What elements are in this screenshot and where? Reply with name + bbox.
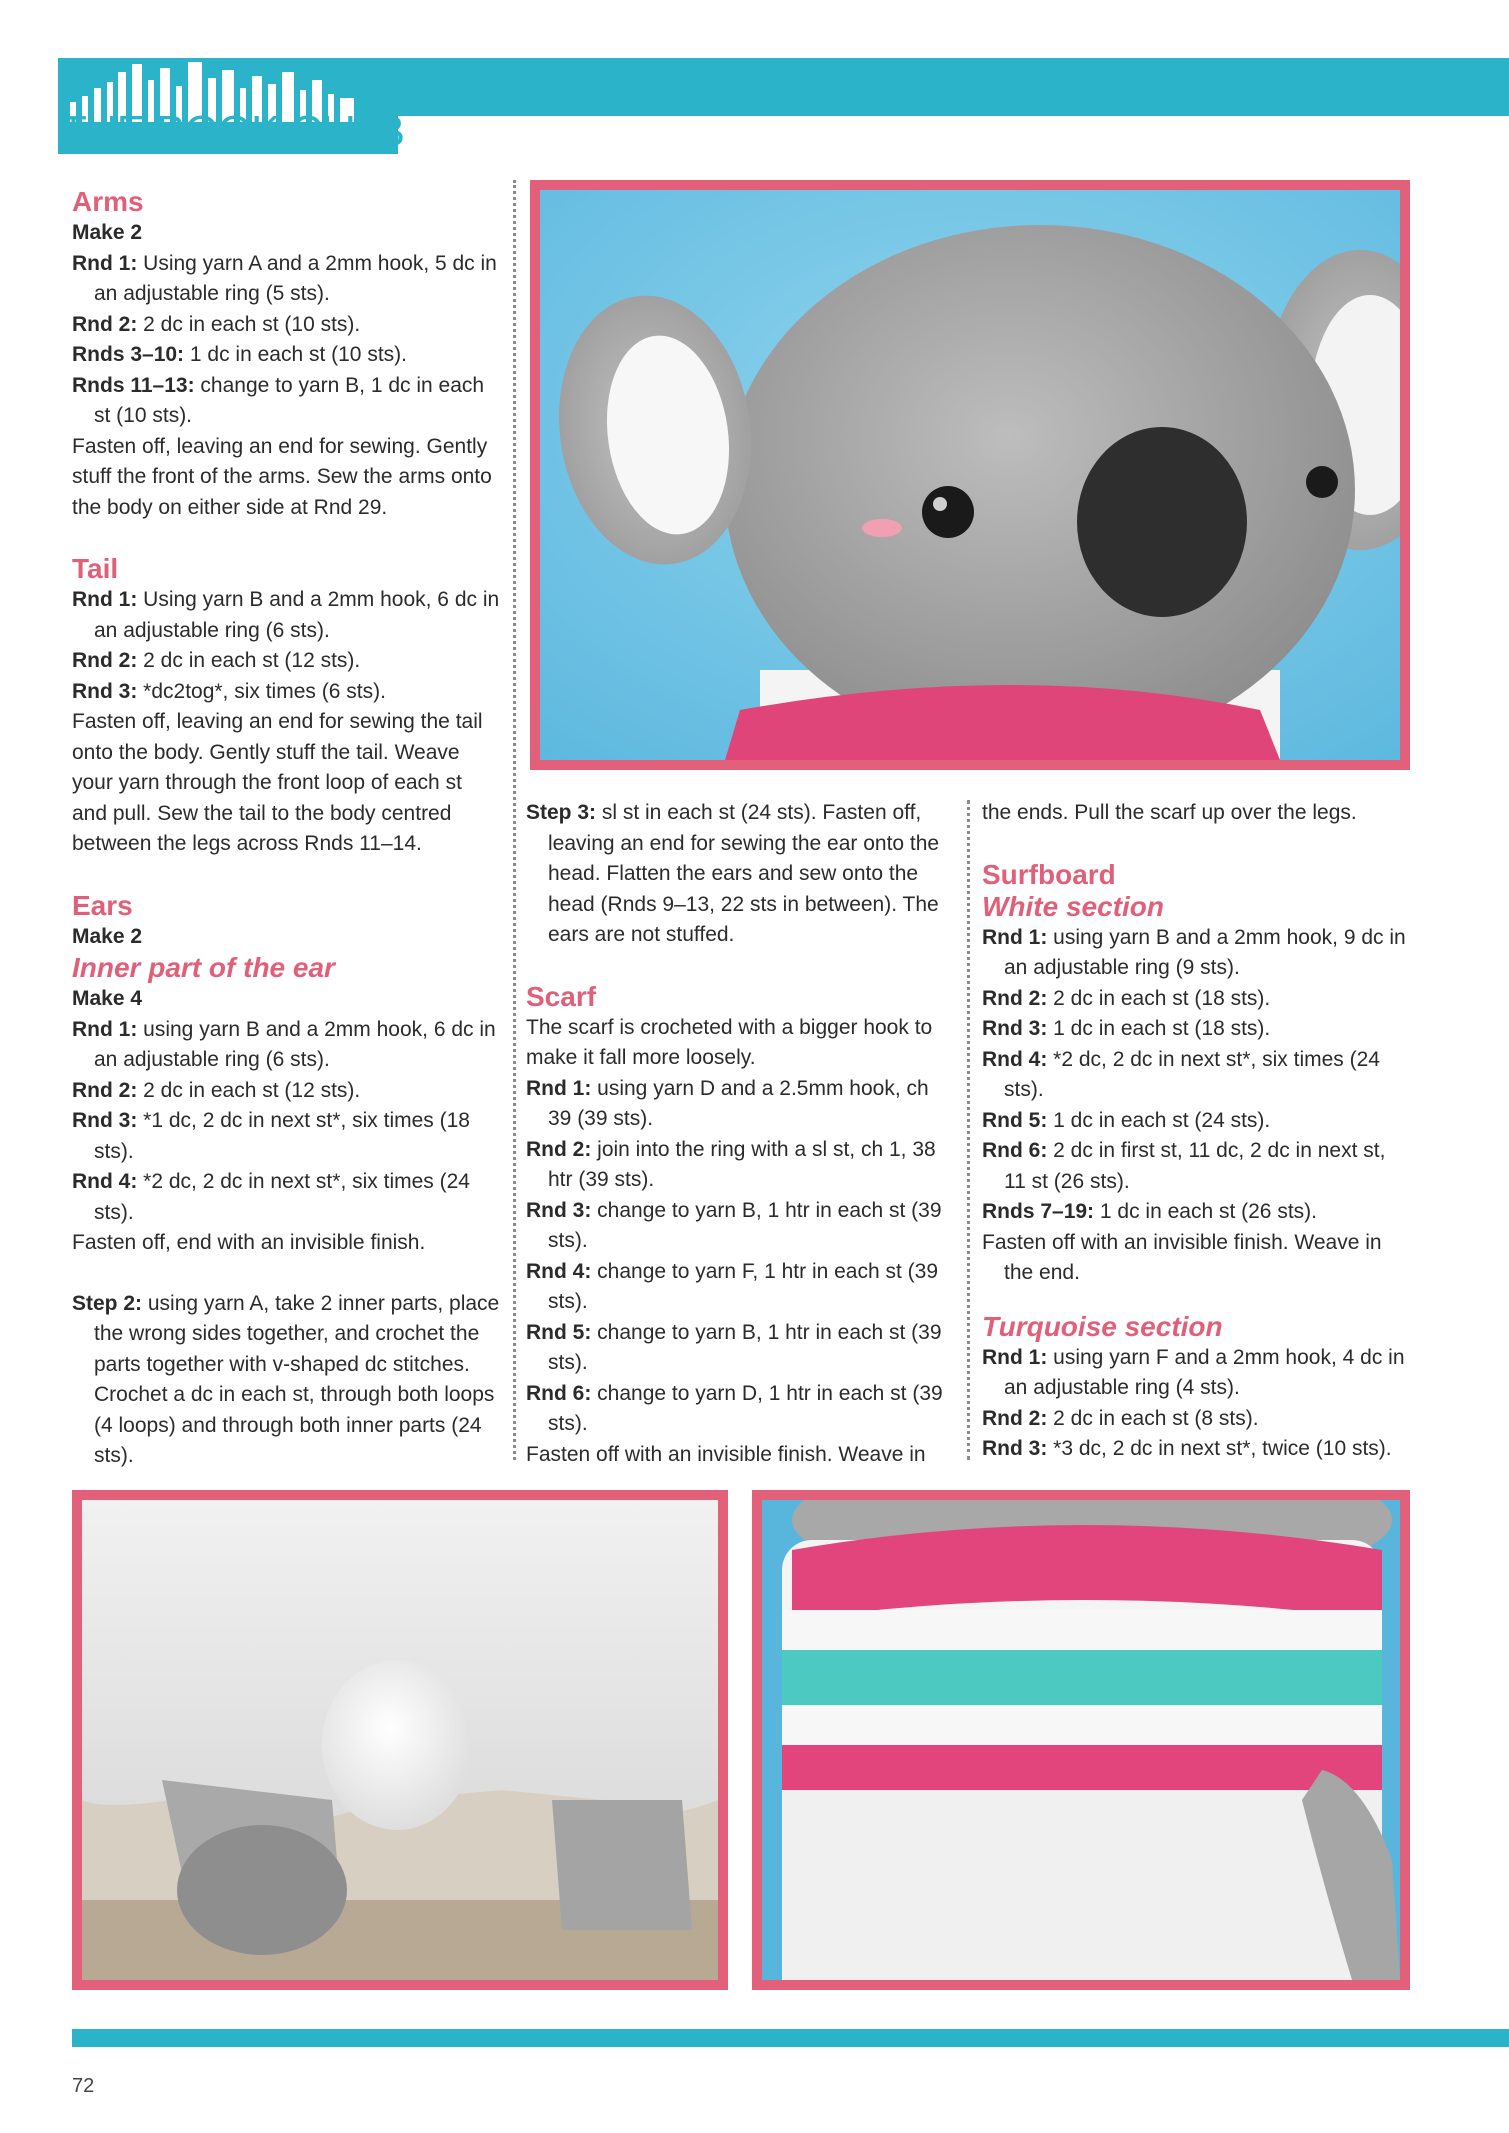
round-instruction: Rnd 2: join into the ring with a sl st, ch 1, 38 htr (39 sts). — [526, 1137, 936, 1191]
round-instruction: Rnd 2: 2 dc in each st (8 sts). — [982, 1406, 1259, 1430]
make-count: Make 2 — [72, 924, 143, 948]
round-instruction: Rnd 2: 2 dc in each st (12 sts). — [72, 649, 361, 672]
round-instruction: Rnd 3: *dc2tog*, six times (6 sts). — [72, 679, 386, 703]
section-title-scarf: Scarf — [526, 980, 597, 1012]
page-number: 72 — [72, 2075, 95, 2097]
round-instruction: Rnd 5: 1 dc in each st (24 sts). — [982, 1108, 1271, 1132]
round-instruction: Rnd 3: *3 dc, 2 dc in next st*, twice (10 sts). — [982, 1437, 1392, 1460]
round-instruction: Rnd 3: *1 dc, 2 dc in next st*, six times (18 sts). — [72, 1109, 470, 1163]
column-2 — [526, 798, 956, 1470]
make-count: Make 4 — [72, 987, 143, 1010]
body-text: Fasten off, leaving an end for sewing the tail onto the body. Gently stuff the tail. Weave your yarn through the front loop of each st and pull. Sew the tail to the body centred between the legs across Rnds 11–14. — [72, 710, 483, 855]
round-instruction: Rnd 6: change to yarn D, 1 htr in each st (39 sts). — [526, 1381, 943, 1435]
round-instruction: Rnds 7–19: 1 dc in each st (26 sts). — [982, 1200, 1317, 1223]
logo-text: THE BOOK CLUB — [60, 107, 404, 156]
round-instruction: Rnd 1: using yarn B and a 2mm hook, 9 dc in an adjustable ring (9 sts). — [982, 925, 1406, 979]
round-instruction: Rnd 1: Using yarn B and a 2mm hook, 6 dc in an adjustable ring (6 sts). — [72, 588, 500, 642]
column-1 — [72, 186, 502, 1472]
round-instruction: Rnd 6: 2 dc in first st, 11 dc, 2 dc in next st, 11 st (26 sts). — [982, 1139, 1386, 1193]
koala-scarf-image — [762, 1500, 1400, 1980]
round-instruction: Rnd 2: 2 dc in each st (18 sts). — [982, 986, 1271, 1010]
round-instruction: Rnd 2: 2 dc in each st (10 sts). — [72, 312, 361, 336]
step-instruction: Step 2: using yarn A, take 2 inner parts, place the wrong sides together, and crochet the parts together with v-shaped dc stitches. Crochet a dc in each st, through both loops (4 loops) and through both inner parts (24 sts). — [72, 1291, 500, 1467]
body-text: Fasten off, leaving an end for sewing. Gently stuff the front of the arms. Sew the arms onto the body on either side at Rnd 29. — [72, 434, 492, 519]
step-instruction: Step 3: sl st in each st (24 sts). Fasten off, leaving an end for sewing the ear onto the head. Flatten the ears and sew onto the head (Rnds 9–13, 22 sts in between). The ears are not stuffed. — [526, 801, 940, 946]
photo-koala-tail — [72, 1490, 728, 1990]
round-instruction: Rnds 11–13: change to yarn B, 1 dc in each st (10 sts). — [72, 373, 485, 427]
round-instruction: Rnd 1: using yarn F and a 2mm hook, 4 dc in an adjustable ring (4 sts). — [982, 1345, 1405, 1399]
round-instruction: Rnd 4: *2 dc, 2 dc in next st*, six times (24 sts). — [72, 1170, 470, 1224]
subsection-title-white: White section — [982, 890, 1165, 922]
round-instruction: Rnd 3: 1 dc in each st (18 sts). — [982, 1017, 1271, 1040]
section-title-surfboard: Surfboard — [982, 858, 1116, 890]
column-divider — [513, 180, 516, 1460]
round-instruction: Rnd 1: using yarn B and a 2mm hook, 6 dc in an adjustable ring (6 sts). — [72, 1017, 496, 1071]
section-title-arms: Arms — [72, 186, 144, 217]
section-title-tail: Tail — [72, 553, 119, 584]
footer-bar — [72, 2029, 1509, 2047]
round-instruction: Rnd 2: 2 dc in each st (12 sts). — [72, 1078, 361, 1102]
round-instruction: Rnds 3–10: 1 dc in each st (10 sts). — [72, 343, 407, 366]
photo-koala-head — [530, 180, 1410, 770]
body-text: the ends. Pull the scarf up over the legs. — [982, 801, 1357, 824]
subsection-title-inner-ear: Inner part of the ear — [72, 952, 335, 983]
column-3 — [982, 798, 1412, 1465]
round-instruction: Rnd 4: change to yarn F, 1 htr in each st (39 sts). — [526, 1259, 939, 1313]
body-text: Fasten off with an invisible finish. Weave in the end. — [982, 1230, 1382, 1284]
body-text: Fasten off with an invisible finish. Weave in — [526, 1442, 926, 1466]
round-instruction: Rnd 4: *2 dc, 2 dc in next st*, six times (24 sts). — [982, 1047, 1380, 1101]
subsection-title-turquoise: Turquoise section — [982, 1310, 1223, 1342]
round-instruction: Rnd 1: Using yarn A and a 2mm hook, 5 dc in an adjustable ring (5 sts). — [72, 251, 497, 305]
round-instruction: Rnd 5: change to yarn B, 1 htr in each st (39 sts). — [526, 1320, 942, 1374]
koala-tail-image — [82, 1500, 718, 1980]
column-divider — [967, 800, 970, 1460]
section-title-ears: Ears — [72, 889, 133, 921]
round-instruction: Rnd 1: using yarn D and a 2.5mm hook, ch 39 (39 sts). — [526, 1076, 929, 1130]
round-instruction: Rnd 3: change to yarn B, 1 htr in each st (39 sts). — [526, 1198, 942, 1252]
body-text: Fasten off, end with an invisible finish. — [72, 1231, 426, 1254]
koala-head-image — [540, 190, 1400, 760]
make-count: Make 2 — [72, 221, 143, 244]
body-text: The scarf is crocheted with a bigger hook to make it fall more loosely. — [526, 1015, 933, 1069]
photo-koala-scarf — [752, 1490, 1410, 1990]
